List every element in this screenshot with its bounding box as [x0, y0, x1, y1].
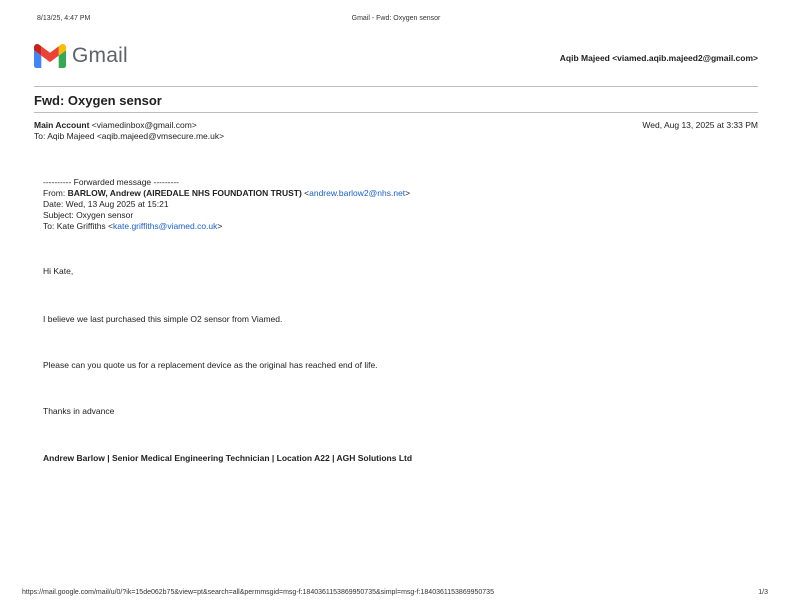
forwarded-from-name: BARLOW, Andrew (AIREDALE NHS FOUNDATION TRUST) [67, 188, 302, 198]
email-date: Wed, Aug 13, 2025 at 3:33 PM [642, 120, 758, 130]
page-number: 1/3 [758, 589, 768, 596]
divider [34, 86, 758, 87]
body-closing: Thanks in advance [43, 406, 115, 416]
email-subject: Fwd: Oxygen sensor [34, 93, 162, 108]
gmail-wordmark: Gmail [72, 44, 128, 67]
body-greeting: Hi Kate, [43, 266, 74, 276]
forwarded-date: Date: Wed, 13 Aug 2025 at 15:21 [43, 199, 169, 209]
print-url: https://mail.google.com/mail/u/0/?ik=15de062b75&view=pt&search=all&permmsgid=msg-f:1840361153869950735&simpl=msg-f:1840361153869950735 [22, 589, 494, 596]
sender [34, 120, 197, 130]
forwarded-to: To: Kate Griffiths <kate.griffiths@viamed.co.uk> [43, 221, 223, 231]
sender-address: <viamedinbox@gmail.com> [91, 120, 197, 130]
print-title: Gmail - Fwd: Oxygen sensor [351, 15, 441, 22]
forwarded-header [43, 177, 410, 232]
forwarded-from-email-link[interactable]: andrew.barlow2@nhs.net [309, 188, 406, 198]
print-datetime: 8/13/25, 4:47 PM [37, 15, 91, 22]
email-signature: Andrew Barlow | Senior Medical Engineering Technician | Location A22 | AGH Solutions Ltd [43, 453, 413, 463]
divider [34, 112, 758, 113]
gmail-logo-icon [34, 44, 66, 68]
sender-name: Main Account [34, 120, 90, 130]
body-paragraph: I believe we last purchased this simple O2 sensor from Viamed. [43, 314, 283, 324]
forwarded-from: From: BARLOW, Andrew (AIREDALE NHS FOUNDATION TRUST) <andrew.barlow2@nhs.net> [43, 188, 411, 198]
forwarded-subject: Subject: Oxygen sensor [43, 210, 134, 220]
body-paragraph: Please can you quote us for a replacement device as the original has reached end of life. [43, 360, 378, 370]
recipient: To: Aqib Majeed <aqib.majeed@vmsecure.me.uk> [34, 131, 225, 141]
forwarded-marker: ---------- Forwarded message --------- [43, 177, 179, 187]
account-identity: Aqib Majeed <viamed.aqib.majeed2@gmail.com> [559, 53, 758, 63]
gmail-logo[interactable] [34, 44, 128, 68]
forwarded-to-email-link[interactable]: kate.griffiths@viamed.co.uk [113, 221, 218, 231]
